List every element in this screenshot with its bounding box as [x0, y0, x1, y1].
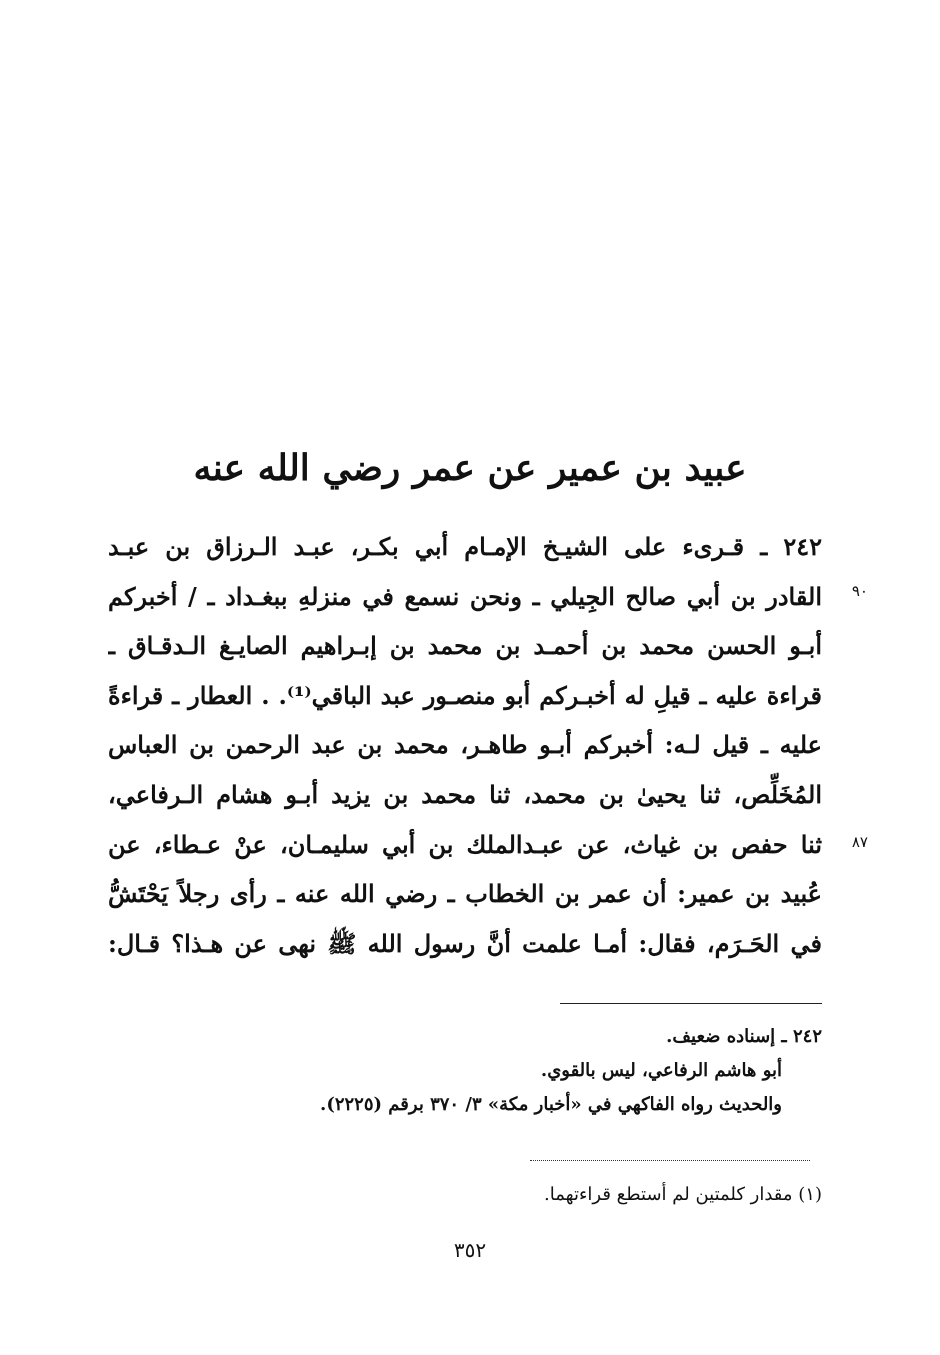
margin-reference: ٩٠	[851, 582, 868, 600]
text-line: قراءة عليه ـ قيلِ له أخبـركم أبو منصـور عبد الباقي⁽¹⁾. . العطار ـ قراءةً	[108, 680, 822, 710]
notes-divider	[560, 1003, 822, 1004]
margin-reference: ٨٧	[851, 833, 868, 851]
text-line: ثنا حفص بن غياث، عن عبـدالملك بن أبي سليمـان، عنْ عـطاء، عن	[108, 829, 822, 859]
text-line: عليه ـ قيل لـه: أخبركم أبـو طاهـر، محمد بن عبد الرحمن بن العباس	[108, 730, 822, 760]
hadith-text	[108, 522, 822, 968]
page-number: ٣٥٢	[453, 1238, 487, 1262]
note-line: والحديث رواه الفاكهي في «أخبار مكة» ٣/ ٣٧٠ برقم (٢٢٢٥).	[320, 1094, 782, 1115]
text-line: المُخَلِّص، ثنا يحيىٰ بن محمد، ثنا محمد بن يزيد أبـو هشام الـرفاعي،	[108, 779, 822, 809]
note-line: أبو هاشم الرفاعي، ليس بالقوي.	[540, 1060, 782, 1081]
text-line: ٢٤٢ ـ قـرىء على الشيـخ الإمـام أبي بكـر، عبـد الـرزاق بن عبـد	[108, 532, 822, 561]
text-line: القادر بن أبي صالح الجِيلي ـ ونحن نسمع في منزلهِ ببغـداد ـ / أخبركم	[108, 581, 822, 611]
takhrij-notes	[122, 1020, 822, 1122]
section-title: عبيد بن عمير عن عمر رضي الله عنه	[193, 447, 747, 489]
text-line: أبـو الحسن محمد بن أحمـد بن محمد بن إبـراهيم الصايـغ الـدقـاق ـ	[108, 631, 822, 661]
text-line: عُبيد بن عمير: أن عمر بن الخطاب ـ رضي الله عنه ـ رأى رجلاً يَحْتَشُّ	[108, 879, 822, 909]
note-line: ٢٤٢ ـ إسناده ضعيف.	[666, 1026, 822, 1047]
footnote: (١) مقدار كلمتين لم أستطع قراءتهما.	[544, 1184, 822, 1205]
text-line: في الحَـرَم، فقال: أمـا علمت أنَّ رسول الله ﷺ نهى عن هـذا؟ قـال:	[108, 928, 822, 958]
footnote-divider	[530, 1160, 810, 1161]
